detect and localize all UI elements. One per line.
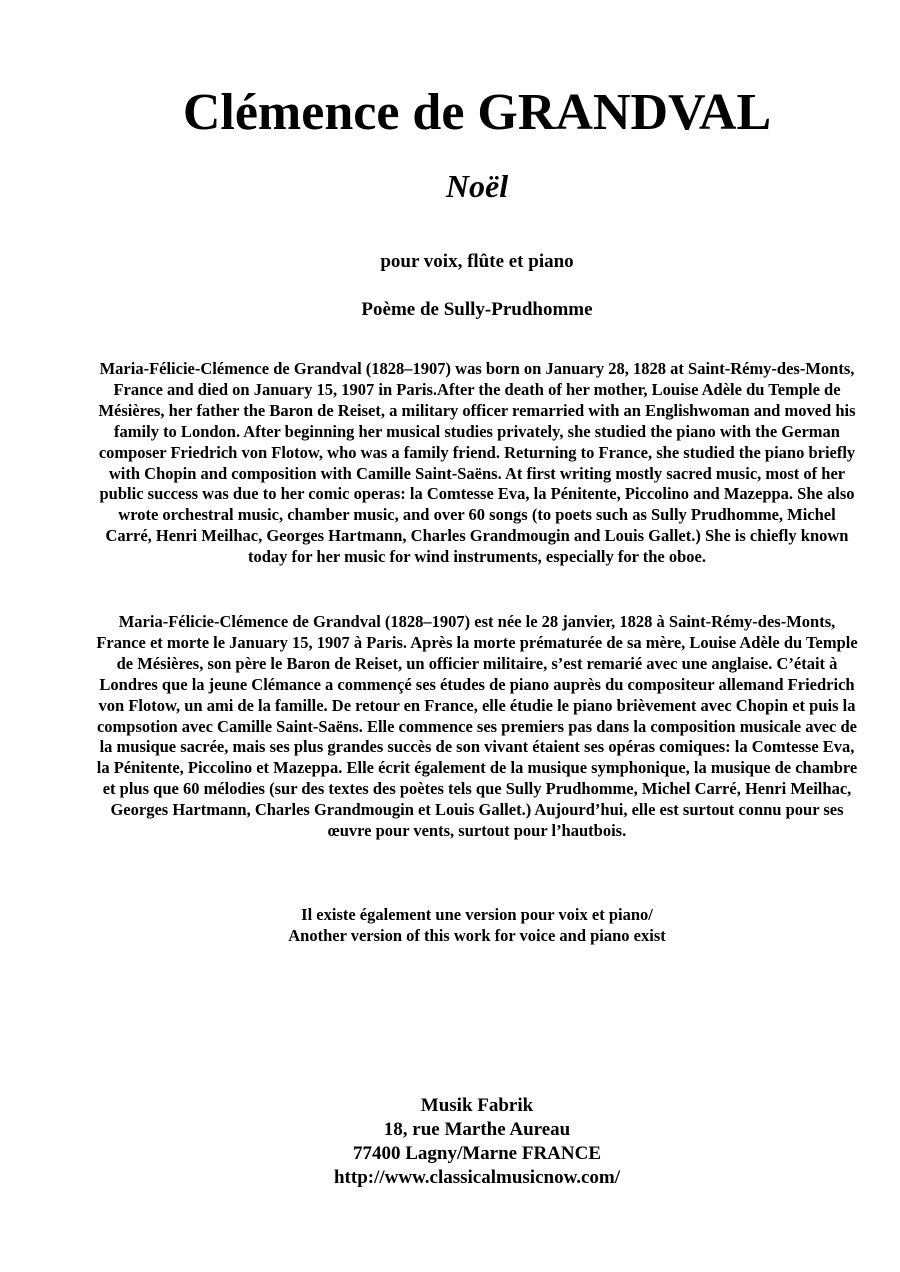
instrumentation: pour voix, flûte et piano — [380, 251, 574, 272]
version-note-english: Another version of this work for voice and piano exist — [288, 925, 666, 945]
work-title: Noël — [445, 168, 509, 204]
publisher-name: Musik Fabrik — [420, 1095, 534, 1116]
composer-name: Clémence de GRANDVAL — [182, 84, 772, 141]
publisher-street: 18, rue Marthe Aureau — [383, 1119, 571, 1140]
version-note-french: Il existe également une version pour voix et piano/ — [301, 905, 653, 924]
publisher-address — [0, 1094, 900, 1190]
publisher-url: http://www.classicalmusicnow.com/ — [333, 1167, 621, 1188]
version-note — [0, 905, 900, 946]
biography-french: Maria-Félicie-Clémence de Grandval (1828–1907) est née le 28 janvier, 1828 à Saint-Rémy-des-Monts, France et morte le January 15, 1907 à Paris. Après la morte prématurée de sa mère, Louise Adèle du Temple de Mésières, son père le Baron de Reiset, un officier militaire, s’est remarié avec une anglaise. C’était à Londres que la jeune Clémance a commençé ses études de piano auprès du compositeur allemand Friedrich von Flotow, un ami de la famille. De retour en France, elle étudie le piano brièvement avec Chopin et puis la compsotion avec Camille Saint-Saëns. Elle commence ses premiers pas dans la composition musicale avec de la musique sacrée, mais ses plus grandes succès de son vivant étaient ses opéras comiques: la Comtesse Eva, la Pénitente, Piccolino et Mazeppa. Elle écrit également de la musique symphonique, la musique de chambre et plus que 60 mélodies (sur des textes des poètes tels que Sully Prudhomme, Michel Carré, Henri Meilhac, Georges Hartmann, Charles Grandmougin et Louis Gallet.) Aujourd’hui, elle est surtout connu pour ses œuvre pour vents, surtout pour l’hautbois. — [96, 612, 858, 841]
publisher-city: 77400 Lagny/Marne FRANCE — [352, 1143, 602, 1164]
biography-english: Maria-Félicie-Clémence de Grandval (1828–1907) was born on January 28, 1828 at Saint-Rémy-des-Monts, France and died on January 15, 1907 in Paris.After the death of her mother, Louise Adèle du Temple de Mésières, her father the Baron de Reiset, a military officer remarried with an Englishwoman and moved his family to London. After beginning her musical studies privately, she studied the piano with the German composer Friedrich von Flotow, who was a family friend. Returning to France, she studied the piano briefly with Chopin and composition with Camille Saint-Saëns. At first writing mostly sacred music, most of her public success was due to her comic operas: la Comtesse Eva, la Pénitente, Piccolino and Mazeppa. She also wrote orchestral music, chamber music, and over 60 songs (to poets such as Sully Prudhomme, Michel Carré, Henri Meilhac, Georges Hartmann, Charles Grandmougin and Louis Gallet.) She is chiefly known today for her music for wind instruments, especially for the oboe. — [98, 359, 856, 567]
poem-credit: Poème de Sully-Prudhomme — [361, 299, 593, 320]
